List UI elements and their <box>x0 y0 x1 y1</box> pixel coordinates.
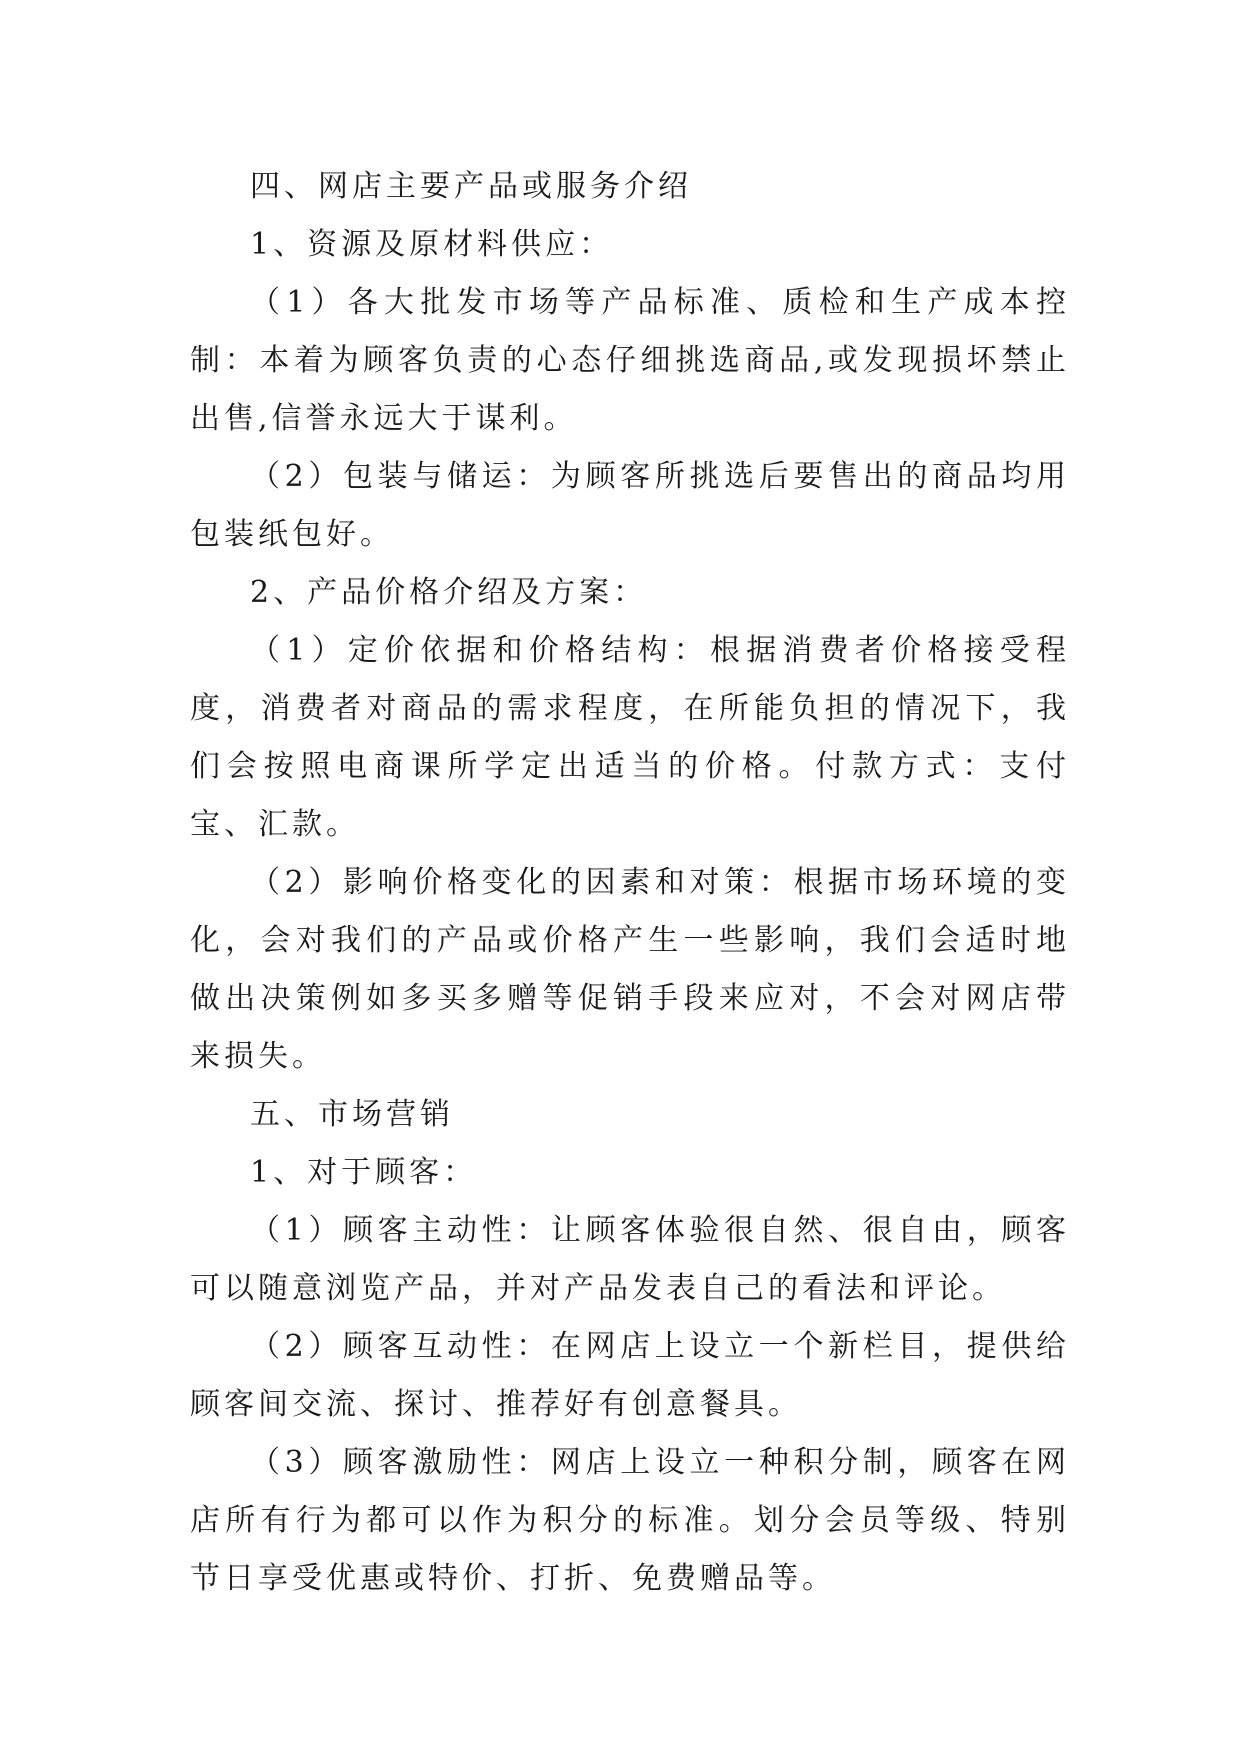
subsection-heading-customers: 1、对于顾客： <box>250 1155 478 1190</box>
paragraph-customer-incentive: （3）顾客激励性：网店上设立一种积分制，顾客在网店所有行为都可以作为积分的标准。划分会员等级、特别节日享受优惠或特价、打折、免费赠品等。 <box>190 1445 1070 1596</box>
document-body <box>190 158 1070 1608</box>
paragraph-packaging: （2）包装与储运：为顾客所挑选后要售出的商品均用包装纸包好。 <box>190 459 1070 552</box>
paragraph-pricing-factors: （2）影响价格变化的因素和对策：根据市场环境的变化，会对我们的产品或价格产生一些影响，我们会适时地做出决策例如多买多赠等促销手段来应对，不会对网店带来损失。 <box>190 865 1070 1074</box>
subsection-heading-supply: 1、资源及原材料供应： <box>250 227 614 262</box>
paragraph-quality-control: （1）各大批发市场等产品标准、质检和生产成本控制：本着为顾客负责的心态仔细挑选商品,或发现损坏禁止出售,信誉永远大于谋利。 <box>190 285 1070 436</box>
subsection-heading-pricing: 2、产品价格介绍及方案： <box>250 575 648 610</box>
section-heading-marketing: 五、市场营销 <box>250 1097 454 1132</box>
paragraph-customer-interaction: （2）顾客互动性：在网店上设立一个新栏目，提供给顾客间交流、探讨、推荐好有创意餐具。 <box>190 1329 1070 1422</box>
paragraph-pricing-basis: （1）定价依据和价格结构：根据消费者价格接受程度，消费者对商品的需求程度，在所能负担的情况下，我们会按照电商课所学定出适当的价格。付款方式：支付宝、汇款。 <box>190 633 1070 842</box>
paragraph-customer-initiative: （1）顾客主动性：让顾客体验很自然、很自由，顾客可以随意浏览产品，并对产品发表自己的看法和评论。 <box>190 1213 1070 1306</box>
section-heading-products: 四、网店主要产品或服务介绍 <box>250 169 692 204</box>
